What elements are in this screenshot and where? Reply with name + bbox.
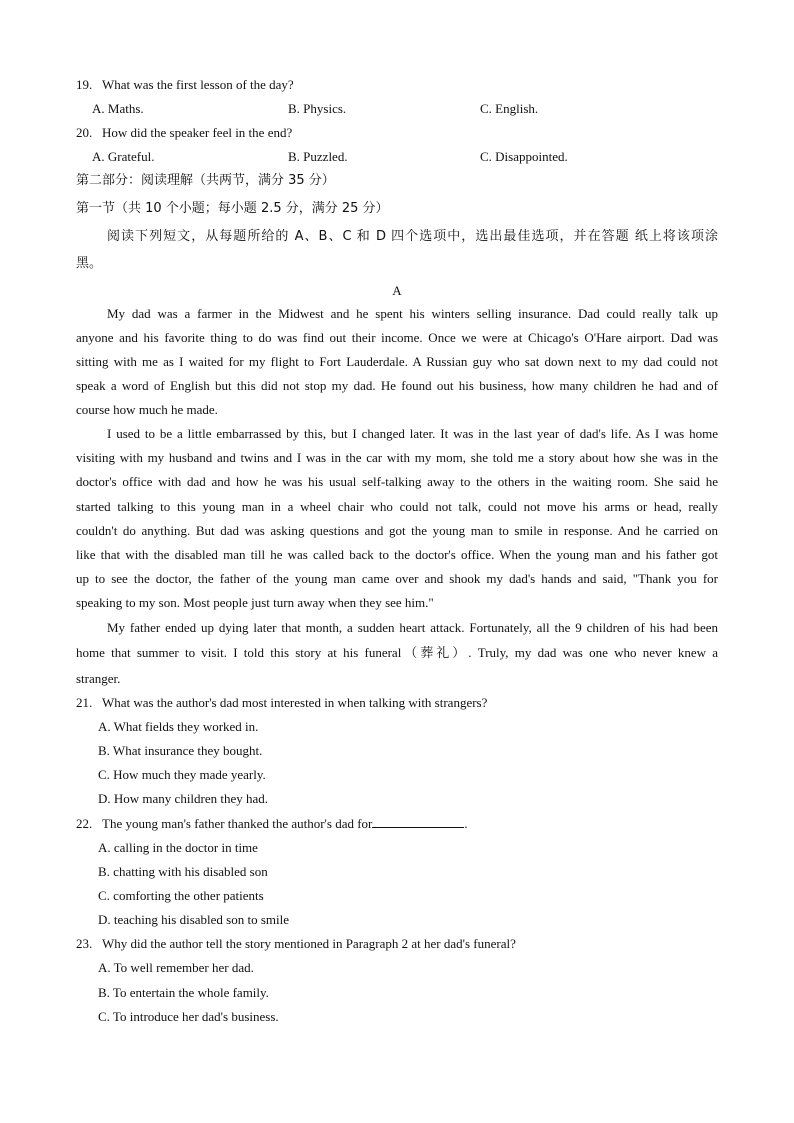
- passage-line: sitting with me as I waited for my flight to Fort Lauderdale. A Russian guy who sat down next to my dad could not: [76, 354, 718, 369]
- option-b[interactable]: B. Puzzled.: [288, 149, 348, 164]
- question-22: [76, 816, 468, 832]
- option-d[interactable]: D. teaching his disabled son to smile: [98, 912, 290, 927]
- question-number: 19.: [76, 77, 93, 92]
- question-stem: The young man's father thanked the author's dad for: [102, 816, 373, 831]
- option-b[interactable]: B. To entertain the whole family.: [98, 985, 269, 1000]
- option-a[interactable]: A. calling in the doctor in time: [98, 840, 258, 855]
- question-stem: What was the author's dad most interested in when talking with strangers?: [102, 695, 488, 710]
- answer-blank: [372, 816, 464, 828]
- passage-line: stranger.: [76, 671, 121, 686]
- passage-line: My dad was a farmer in the Midwest and he spent his winters selling insurance. Dad could really talk up: [107, 306, 718, 321]
- question-stem: How did the speaker feel in the end?: [102, 125, 293, 140]
- section1-title: 第一节（共 10 个小题；每小题 2.5 分，满分 25 分）: [76, 201, 389, 216]
- instructions-line-2: 黑。: [76, 256, 103, 271]
- question-21: [76, 695, 487, 711]
- passage-line: doctor's office with dad and how he was his usual self-talking away to the others in the waiting room. She said he: [76, 474, 718, 489]
- part2-title: 第二部分：阅读理解（共两节，满分 35 分）: [76, 173, 335, 188]
- question-number: 20.: [76, 125, 93, 140]
- passage-line: up to see the doctor, the father of the young man came over and shook my dad's hands and said, "Thank you for: [76, 571, 718, 586]
- option-c[interactable]: C. Disappointed.: [480, 149, 568, 164]
- option-b[interactable]: B. chatting with his disabled son: [98, 864, 268, 879]
- passage-line: visiting with my husband and twins and I was in the car with my mom, she told me a story about how she was in the: [76, 450, 718, 465]
- passage-line: I used to be a little embarrassed by this, but I changed later. It was in the last year of dad's life. As I was home: [107, 426, 718, 441]
- passage-line: anyone and his favorite thing to do was find out their income. Once we were at Chicago's O'Hare airport. Dad was: [76, 330, 718, 345]
- passage-line: home that summer to visit. I told this story at his funeral（葬礼）. Truly, my dad was one who never knew a: [76, 645, 718, 660]
- passage-line: started talking to this young man in a wheel chair who could not talk, could not move his arms or head, really: [76, 499, 718, 514]
- option-c[interactable]: C. To introduce her dad's business.: [98, 1009, 279, 1024]
- passage-line: like that with the disabled man till he was called back to the doctor's office. When the young man and his father got: [76, 547, 718, 562]
- instructions-line-1: 阅读下列短文，从每题所给的 A、B、C 和 D 四个选项中，选出最佳选项，并在答题 纸上将该项涂: [107, 229, 718, 244]
- option-a[interactable]: A. What fields they worked in.: [98, 719, 259, 734]
- option-c[interactable]: C. comforting the other patients: [98, 888, 264, 903]
- question-20: [76, 125, 292, 141]
- passage-line: course how much he made.: [76, 402, 218, 417]
- option-d[interactable]: D. How many children they had.: [98, 791, 269, 806]
- question-number: 21.: [76, 695, 93, 710]
- option-c[interactable]: C. English.: [480, 101, 539, 116]
- option-b[interactable]: B. Physics.: [288, 101, 347, 116]
- option-a[interactable]: A. Grateful.: [92, 149, 155, 164]
- passage-line: couldn't do anything. But dad was asking questions and got the young man to smile in response. And he carried on: [76, 523, 718, 538]
- passage-label: A: [392, 283, 402, 298]
- question-number: 23.: [76, 936, 93, 951]
- option-a[interactable]: A. Maths.: [92, 101, 144, 116]
- question-stem: What was the first lesson of the day?: [102, 77, 294, 92]
- option-b[interactable]: B. What insurance they bought.: [98, 743, 263, 758]
- question-stem-end: .: [464, 816, 468, 831]
- question-number: 22.: [76, 816, 93, 831]
- question-stem: Why did the author tell the story mentioned in Paragraph 2 at her dad's funeral?: [102, 936, 516, 951]
- option-c[interactable]: C. How much they made yearly.: [98, 767, 266, 782]
- passage-line: speaking to my son. Most people just turn away when they see him.": [76, 595, 434, 610]
- passage-line: My father ended up dying later that month, a sudden heart attack. Fortunately, all the 9 children of his had been: [107, 620, 718, 635]
- option-a[interactable]: A. To well remember her dad.: [98, 960, 254, 975]
- question-19: [76, 77, 294, 93]
- question-23: [76, 936, 516, 952]
- passage-line: speak a word of English but this did not stop my dad. He found out his business, how many children he had and of: [76, 378, 718, 393]
